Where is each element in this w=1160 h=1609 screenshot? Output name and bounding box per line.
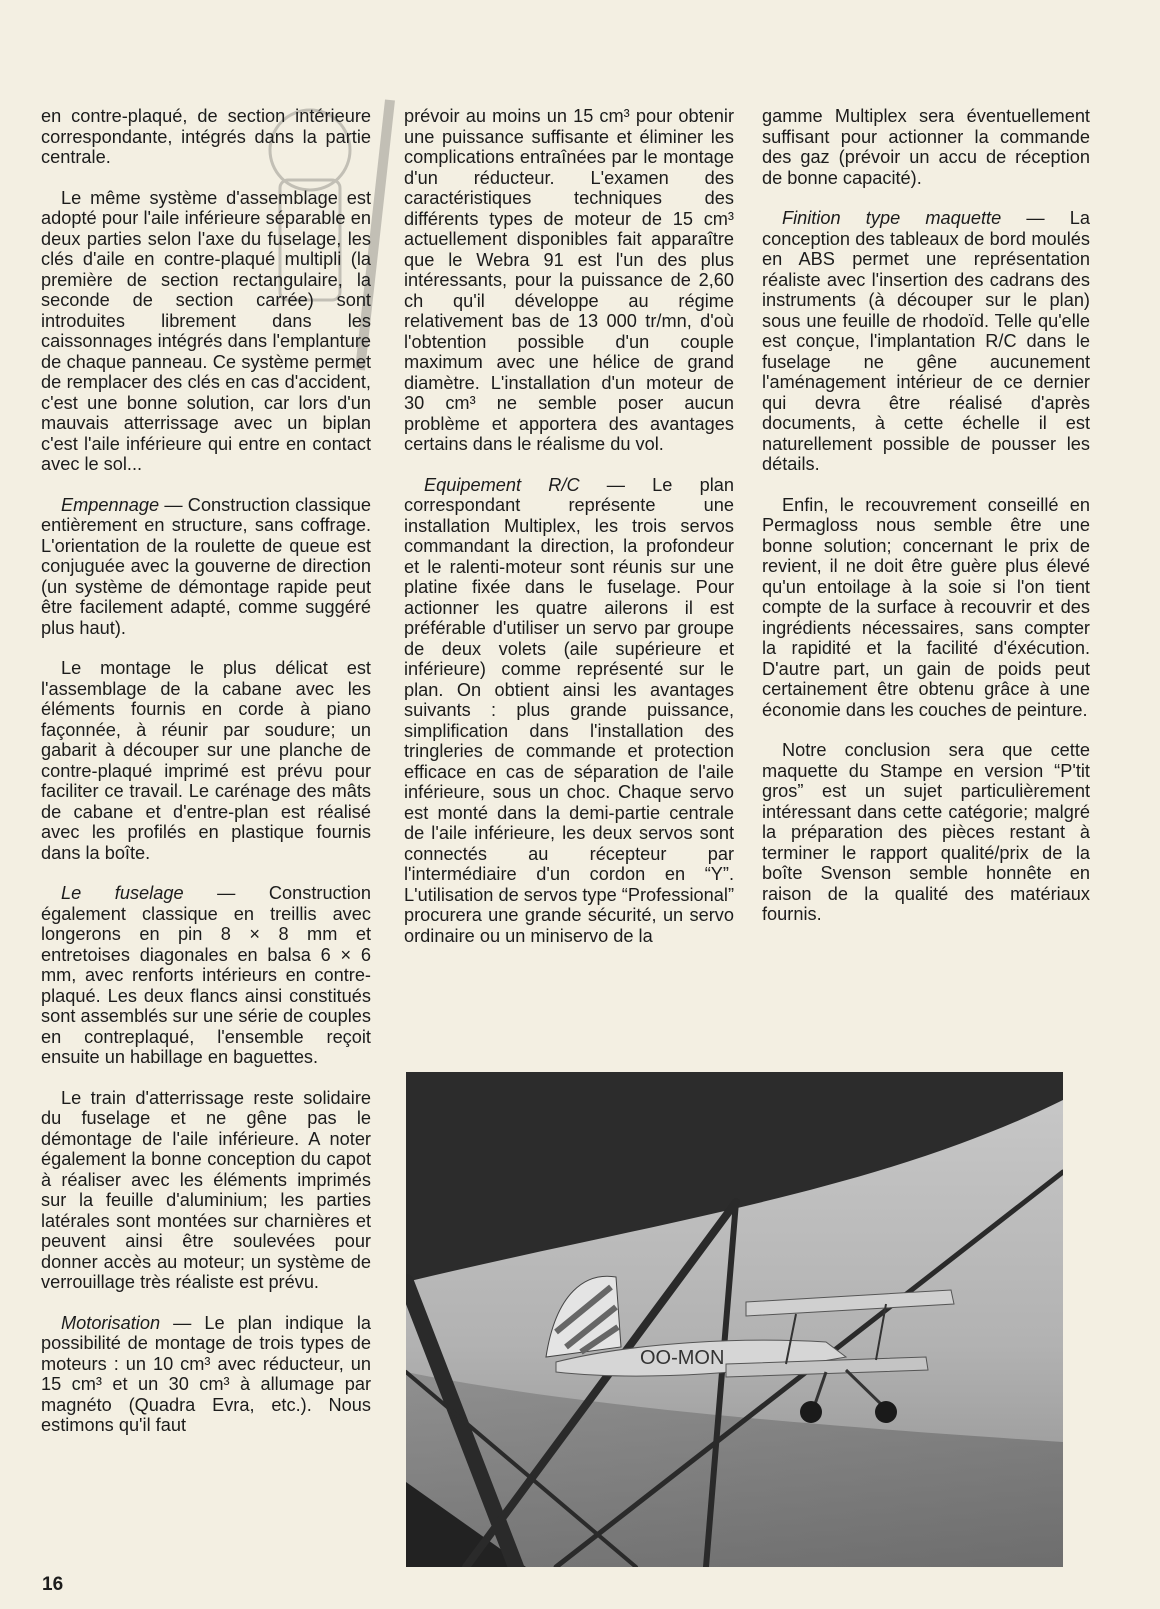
text-column-3: [762, 106, 1090, 945]
paragraph: [404, 475, 734, 947]
paragraph: Le même système d'assemblage est adopté pour l'aile inférieure séparable en deux parties selon l'axe du fuselage, les clés d'aile en contre-plaqué multipli (la première de section rectangulaire, la seconde de section carrée) sont introduites librement dans les caissonnages intégrés dans l'emplanture de chaque panneau. Ce système permet de remplacer des clés en cas d'accident, c'est une bonne solution, car lors d'un mauvais atterrissage avec un biplan c'est l'aile inférieure qui entre en contact avec le sol...: [41, 187, 371, 474]
text-column-1: [41, 106, 371, 1456]
section-lead: Empennage: [61, 494, 160, 515]
section-lead: Motorisation: [61, 1312, 161, 1333]
paragraph: [41, 495, 371, 639]
biplane-photo-illustration: [406, 1072, 1063, 1567]
page-number: 16: [42, 1574, 64, 1595]
paragraph: prévoir au moins un 15 cm³ pour obtenir une puissance suffisante et éliminer les complications entraînées par le montage d'un réducteur. L'examen des caractéristiques techniques des différents types de moteur de 15 cm³ actuellement disponibles fait apparaître que le Webra 91 est l'un des plus intéressants, pour la puissance de 2,60 ch qu'il développe au régime relativement bas de 13 000 tr/mn, d'où l'obtention possible d'un couple maximum avec une hélice de grand diamètre. L'installation d'un moteur de 30 cm³ ne semble poser aucun problème et apportera des avantages certains dans le réalisme du vol.: [404, 106, 734, 454]
section-lead: Equipement R/C: [424, 474, 580, 495]
biplane-photo: [406, 1072, 1063, 1567]
paragraph: [41, 883, 371, 1068]
paragraph: [762, 208, 1090, 475]
paragraph-text: — Construction classique entièrement en structure, sans coffrage. L'orientation de la roulette de queue est conjuguée avec la gouverne de direction (un système de démontage rapide peut être facilement adapté, comme suggéré plus haut).: [41, 494, 371, 638]
paragraph: en contre-plaqué, de section intérieure correspondante, intégrés dans la partie centrale.: [41, 106, 371, 167]
paragraph: Le train d'atterrissage reste solidaire du fuselage et ne gêne pas le démontage de l'aile inférieure. A noter également la bonne conception du capot à réaliser avec les éléments imprimés sur la feuille d'aluminium; les parties latérales sont montées sur charnières et peuvent ainsi être soulevées pour donner accès au moteur; un système de verrouillage très réaliste est prévu.: [41, 1087, 371, 1292]
paragraph: [41, 1313, 371, 1436]
section-lead: Le fuselage: [61, 883, 184, 903]
paragraph-text: — La conception des tableaux de bord moulés en ABS permet une représentation réaliste avec l'insertion des cadrans des instruments (à découper sur le plan) sous une feuille de rhodoïd. Telle qu'elle est conçue, l'implantation R/C dans le fuselage ne gêne aucunement l'aménagement intérieur de ce dernier qui devra être réalisé d'après documents, à cette échelle il est naturellement possible de pousser les détails.: [762, 208, 1090, 474]
paragraph: Le montage le plus délicat est l'assemblage de la cabane avec les éléments fournis en corde à piano façonnée, à réunir par soudure; un gabarit à découper sur une planche de contre-plaqué imprimé est prévu pour faciliter ce travail. Le carénage des mâts de cabane et d'entre-plan est réalisé avec les profilés en plastique fournis dans la boîte.: [41, 658, 371, 863]
section-lead: Finition type maquette: [782, 208, 1002, 228]
paragraph: Enfin, le recouvrement conseillé en Permagloss nous semble être une bonne solution; concernant le prix de revient, il ne doit être guère plus élevé qu'un entoilage à la soie si l'on tient compte de la surface à recouvrir et des ingrédients nécessaires, sans compter la rapidité et la facilité d'éxécution. D'autre part, un gain de poids peut certainement être obtenu grâce à une économie dans les couches de peinture.: [762, 494, 1090, 720]
paragraph: Notre conclusion sera que cette maquette du Stampe en version “P'tit gros” est un sujet particulièrement intéressant dans cette catégorie; malgré la préparation des pièces restant à terminer le rapport qualité/prix de la boîte Svenson semble honnête en raison de la qualité des matériaux fournis.: [762, 740, 1090, 924]
aircraft-registration: OO-MON: [640, 1347, 725, 1369]
paragraph: gamme Multiplex sera éventuellement suffisant pour actionner la commande des gaz (prévoir un accu de réception de bonne capacité).: [762, 106, 1090, 188]
paragraph-text: — Le plan indique la possibilité de montage de trois types de moteurs : un 10 cm³ avec réducteur, un 15 cm³ et un 30 cm³ à allumage par magnéto (Quadra Evra, etc.). Nous estimons qu'il faut: [41, 1312, 371, 1435]
paragraph-text: — Construction également classique en treillis avec longerons en pin 8 × 8 mm et entretoises diagonales en balsa 6 × 6 mm, avec renforts intérieurs en contre-plaqué. Les deux flancs ainsi constitués sont assemblés sur une série de couples en contreplaqué, l'ensemble reçoit ensuite un habillage en baguettes.: [41, 883, 371, 1067]
paragraph-text: — Le plan correspondant représente une installation Multiplex, les trois servos commandant la direction, la profondeur et le ralenti-moteur sont réunis sur une platine fixée dans le fuselage. Pour actionner les quatre ailerons il est préférable d'utiliser un servo par groupe de deux volets (aile supérieure et inférieure) comme représenté sur le plan. On obtient ainsi les avantages suivants : plus grande puissance, simplification dans l'installation des tringleries de commande et protection efficace en cas de séparation de l'aile inférieure, sous un choc. Chaque servo est monté dans la demi-partie centrale de l'aile inférieure, les deux servos sont connectés au récepteur par l'intermédiaire d'un cordon en “Y”. L'utilisation de servos type “Professional” procurera une grande sécurité, un servo ordinaire ou un miniservo de la: [404, 474, 734, 946]
text-column-2: [404, 106, 734, 966]
